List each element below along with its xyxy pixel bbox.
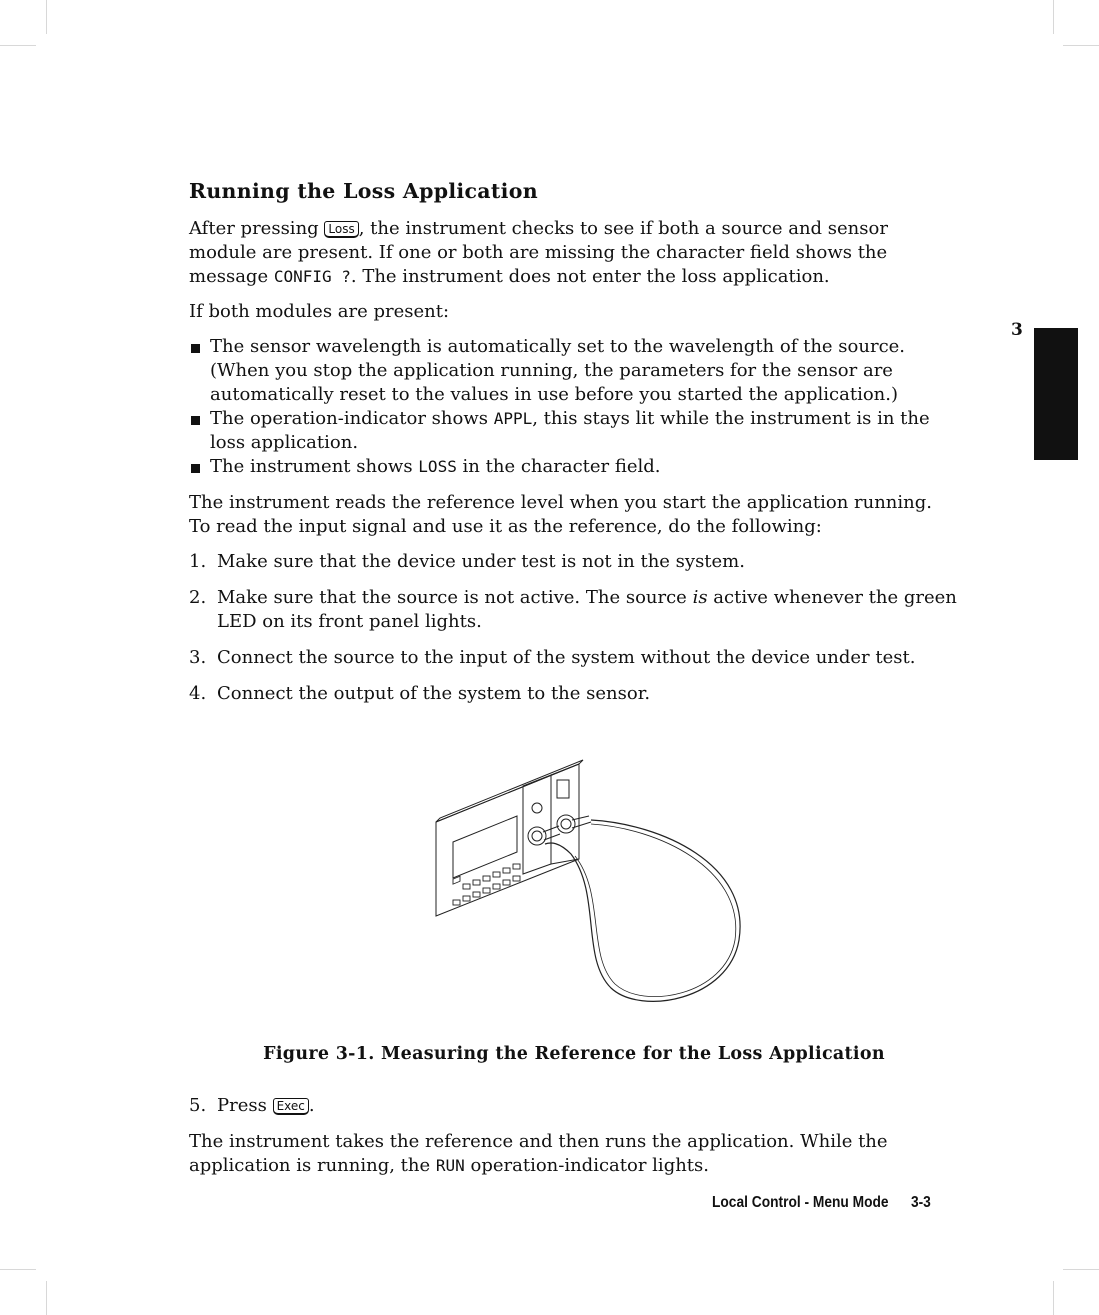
display-window bbox=[453, 816, 517, 878]
step-item bbox=[189, 646, 959, 670]
footer-page-number: 3-3 bbox=[910, 1194, 931, 1211]
bullet-text-3a: The instrument shows bbox=[210, 456, 419, 477]
run-indicator-code: RUN bbox=[435, 1156, 465, 1175]
steps-list bbox=[189, 550, 959, 706]
crop-mark bbox=[1063, 1269, 1099, 1270]
chapter-tab bbox=[1034, 328, 1078, 460]
crop-mark bbox=[46, 0, 47, 34]
step-text: active whenever the green LED on its front panel lights. bbox=[217, 587, 957, 632]
bullet-text-2b: , this stays lit while the instrument is in the loss application. bbox=[210, 408, 930, 453]
steps-list-continued bbox=[189, 1094, 959, 1118]
step-text: . bbox=[308, 1095, 315, 1116]
step-text: Connect the source to the input of the system without the device under test. bbox=[217, 647, 916, 668]
bullet-text-1: The sensor wavelength is automatically set to the wavelength of the source. (When you stop the application running, the parameters for the sensor are automatically reset to the values in use before you started the application.) bbox=[210, 336, 906, 405]
step-text: Make sure that the device under test is not in the system. bbox=[217, 551, 745, 572]
instrument-drawing bbox=[431, 754, 761, 1016]
step-number: 1. bbox=[189, 551, 207, 572]
crop-mark bbox=[0, 45, 36, 46]
step-item bbox=[189, 586, 959, 634]
appl-indicator-code: APPL bbox=[493, 409, 533, 428]
step-item bbox=[189, 682, 959, 706]
module-slot-1 bbox=[523, 775, 551, 874]
step-number: 2. bbox=[189, 587, 207, 608]
chapter-number: 3 bbox=[1011, 320, 1023, 340]
final-paragraph bbox=[189, 1130, 959, 1178]
module-window bbox=[557, 780, 569, 798]
bullet-text-2a: The operation-indicator shows bbox=[210, 408, 494, 429]
connector-right bbox=[557, 815, 575, 833]
keypad bbox=[453, 864, 520, 905]
bullet-item bbox=[189, 407, 959, 455]
connector-right-inner bbox=[561, 819, 571, 829]
crop-mark bbox=[1063, 45, 1099, 46]
bullet-text-3b: in the character field. bbox=[456, 456, 661, 477]
intro-text-2: , the instrument checks to see if both a source and sensor module are present. If one or both are missing the character field shows the message bbox=[189, 218, 888, 287]
exec-key: Exec bbox=[273, 1098, 309, 1115]
fiber-cable bbox=[545, 820, 740, 1001]
crop-mark bbox=[46, 1281, 47, 1315]
crop-mark bbox=[0, 1269, 36, 1270]
instrument-top-edge bbox=[436, 760, 583, 822]
step-text: Press bbox=[217, 1095, 273, 1116]
step-number: 5. bbox=[189, 1095, 207, 1116]
footer-section: Local Control - Menu Mode bbox=[712, 1194, 889, 1211]
crop-mark bbox=[1053, 0, 1054, 34]
connector-left bbox=[528, 827, 546, 845]
final-text-2: operation-indicator lights. bbox=[464, 1155, 709, 1176]
step-number: 4. bbox=[189, 683, 207, 704]
step-text: Connect the output of the system to the sensor. bbox=[217, 683, 651, 704]
final-text-1: The instrument takes the reference and then runs the application. While the application is running, the bbox=[189, 1131, 888, 1176]
crop-mark bbox=[1053, 1281, 1054, 1315]
step-item bbox=[189, 1094, 959, 1118]
fiber-cable-outline bbox=[575, 824, 736, 997]
connector-left-inner bbox=[532, 831, 542, 841]
page-content bbox=[189, 176, 959, 1189]
intro-text-3: . The instrument does not enter the loss application. bbox=[350, 266, 830, 287]
section-heading: Running the Loss Application bbox=[189, 179, 538, 203]
step-emphasis: is bbox=[692, 587, 708, 608]
loss-key: Loss bbox=[324, 221, 358, 238]
bullet-item bbox=[189, 455, 959, 479]
loss-field-code: LOSS bbox=[418, 457, 457, 476]
bullet-list bbox=[189, 335, 959, 479]
figure-caption: Figure 3-1. Measuring the Reference for the Loss Application bbox=[263, 1044, 885, 1064]
config-message: CONFIG ? bbox=[273, 267, 351, 286]
intro-text-1: After pressing bbox=[189, 218, 325, 239]
intro-paragraph bbox=[189, 217, 959, 289]
modules-present-text: If both modules are present: bbox=[189, 301, 450, 322]
step-number: 3. bbox=[189, 647, 207, 668]
step-item bbox=[189, 550, 959, 574]
reference-paragraph: The instrument reads the reference level when you start the application running. To read the input signal and use it as the reference, do the following: bbox=[189, 492, 932, 537]
bullet-item bbox=[189, 335, 959, 407]
module-knob bbox=[532, 803, 542, 813]
step-text: Make sure that the source is not active. The source bbox=[217, 587, 693, 608]
figure-instrument-illustration bbox=[189, 740, 959, 1030]
page-footer bbox=[712, 1194, 931, 1212]
